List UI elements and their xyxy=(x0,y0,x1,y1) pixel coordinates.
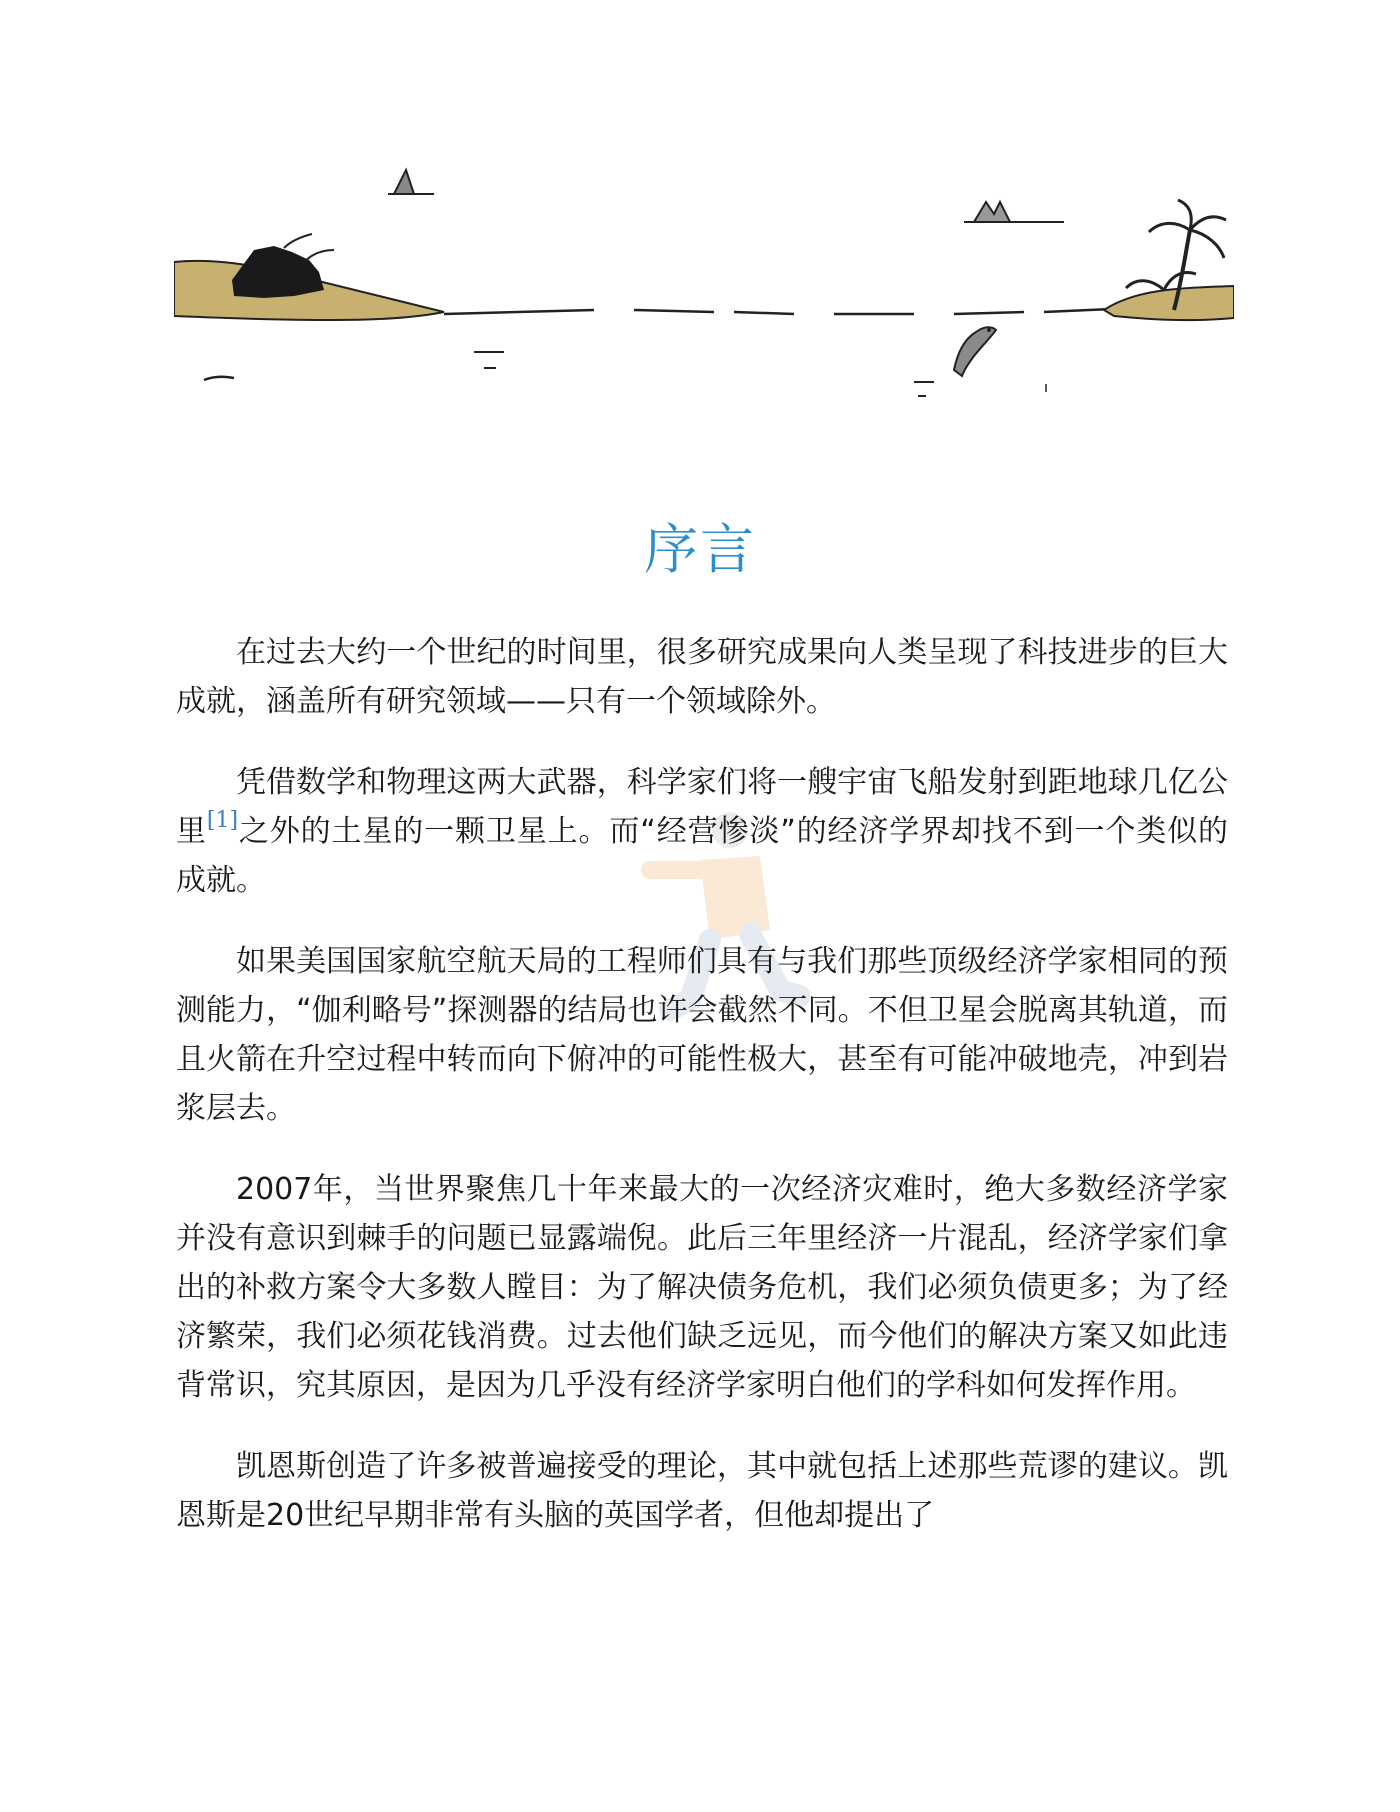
paragraph-5: 凯恩斯创造了许多被普遍接受的理论，其中就包括上述那些荒谬的建议。凯恩斯是20世纪早期非常有头脑的英国学者，但他却提出了 xyxy=(176,1449,1228,1533)
right-island-sand xyxy=(1104,286,1234,320)
paragraph-2-before: 凭借数学和物理这两大武器，科学家们将一艘宇宙飞船发射到距地球几亿公里 xyxy=(176,765,1228,849)
left-island-rocks xyxy=(232,246,324,298)
paragraph-1: 在过去大约一个世纪的时间里，很多研究成果向人类呈现了科技进步的巨大成就，涵盖所有研究领域——只有一个领域除外。 xyxy=(176,635,1228,719)
horizon-line xyxy=(444,308,1134,314)
paragraph-3: 如果美国国家航空航天局的工程师们具有与我们那些顶级经济学家相同的预测能力，“伽利略号”探测器的结局也许会截然不同。不但卫星会脱离其轨道，而且火箭在升空过程中转而向下俯冲的可能性极大，甚至有可能冲破地壳，冲到岩浆层去。 xyxy=(176,944,1228,1126)
distant-peak-left xyxy=(388,170,434,194)
fish xyxy=(954,327,996,376)
ocean-illustration xyxy=(174,150,1234,410)
distant-peak-right xyxy=(964,202,1064,222)
page-title: 序言 xyxy=(644,518,756,581)
body-text xyxy=(176,628,1228,1572)
paragraph-2-after: 之外的土星的一颗卫星上。而“经营惨淡”的经济学界却找不到一个类似的成就。 xyxy=(176,814,1228,898)
wave-4 xyxy=(914,382,934,396)
wave-1 xyxy=(204,377,234,380)
footnote-link[interactable]: [1] xyxy=(206,808,239,833)
paragraph-2 xyxy=(176,758,1228,905)
paragraph-4: 2007年，当世界聚焦几十年来最大的一次经济灾难时，绝大多数经济学家并没有意识到棘手的问题已显露端倪。此后三年里经济一片混乱，经济学家们拿出的补救方案令大多数人瞠目：为了解决债务危机，我们必须负债更多；为了经济繁荣，我们必须花钱消费。过去他们缺乏远见，而今他们的解决方案又如此违背常识，究其原因，是因为几乎没有经济学家明白他们的学科如何发挥作用。 xyxy=(176,1172,1228,1403)
palm-leaves-2 xyxy=(1126,273,1196,290)
